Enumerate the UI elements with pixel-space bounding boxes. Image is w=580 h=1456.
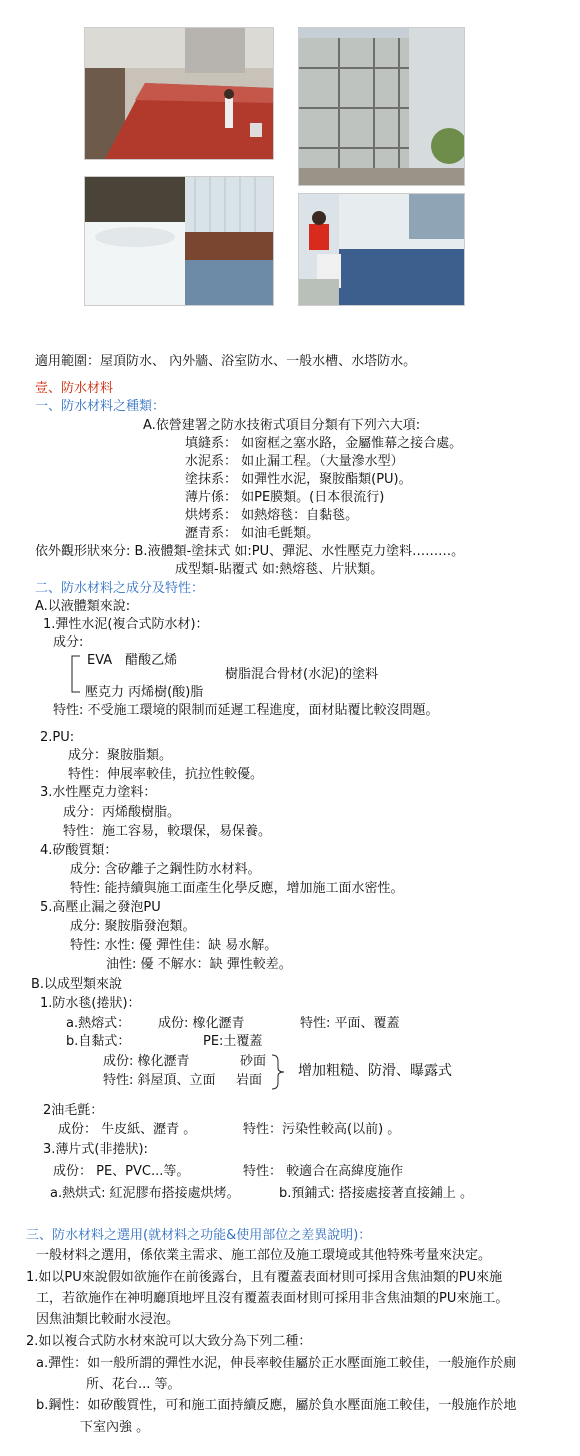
formed-item1b-rock: 岩面 <box>236 1073 263 1088</box>
photo-pool-coating <box>84 176 274 306</box>
liquid-item2-comp: 成分：聚胺脂類。 <box>68 748 173 763</box>
formed-item1b: b.自黏式： <box>66 1034 131 1049</box>
acrylic-label: 壓克力 丙烯樹(酸)脂 <box>85 685 204 700</box>
section3-intro: 一般材料之選用，係依業主需求、施工部位及施工環境或其他特殊考量來決定。 <box>36 1248 492 1263</box>
section1-sub1: 一、防水材料之種類： <box>35 399 166 414</box>
liquid-item3-comp: 成分：丙烯酸樹脂。 <box>63 805 181 820</box>
liquid-item1-feat: 特性: 不受施工環境的限制而延遲工程進度，面材貼覆比較沒問題。 <box>53 703 439 718</box>
liquid-item3-feat: 特性：施工容易，較環保，易保養。 <box>63 824 272 839</box>
scope-text: 適用範圍：屋頂防水、 內外牆、浴室防水、一般水槽、水塔防水。 <box>35 354 417 369</box>
section3-p1-line3: 因焦油類比較耐水浸泡。 <box>36 1312 180 1327</box>
liquid-item5: 5.高壓止漏之發泡PU <box>40 900 161 915</box>
formed-title: B.以成型類來說 <box>31 977 123 992</box>
formed-item3: 3.薄片式(非捲狀): <box>43 1142 148 1157</box>
category-6: 瀝青系： 如油毛氈類。 <box>185 526 320 541</box>
formed-item1b-comp: 成份: 橡化瀝青 <box>103 1054 190 1069</box>
section1-title: 壹、防水材料 <box>35 381 114 396</box>
formed-item3-comp: 成份： PE、PVC...等。 <box>53 1164 190 1179</box>
formed-item3-feat: 特性： 較適合在高緯度施作 <box>243 1164 404 1179</box>
photo-wall-scaffolding <box>298 27 465 186</box>
liquid-item5-comp: 成分: 聚胺脂發泡類。 <box>70 919 196 934</box>
formed-item1a-feat: 特性: 平面、覆蓋 <box>300 1016 400 1031</box>
shape-classification: 依外觀形狀來分: B.液體類-塗抹式 如:PU、彈泥、水性壓克力塗料………。 <box>35 544 465 559</box>
liquid-item2-feat: 特性：伸展率較佳，抗拉性較優。 <box>68 767 264 782</box>
formed-item1b-feat: 特性: 斜屋頂、立面 <box>103 1073 216 1088</box>
formed-item2: 2油毛氈： <box>43 1103 104 1118</box>
formed-item2-feat: 特性：污染性較高(以前) 。 <box>243 1122 401 1137</box>
formed-item3a: a.熱烘式: 紅泥膠布搭接處烘烤。 <box>50 1186 240 1201</box>
category-1: 填縫系： 如窗框之塞水路，金屬惟幕之接合處。 <box>185 436 463 451</box>
liquid-item5-feat1: 特性: 水性: 優 彈性佳：缺 易水解。 <box>70 938 278 953</box>
formed-item1a-comp: 成份: 橡化瀝青 <box>158 1016 245 1031</box>
liquid-item1-comp-label: 成分: <box>53 635 84 650</box>
formed-item2-comp: 成份： 牛皮紙、瀝青 。 <box>58 1122 197 1137</box>
surface-brace <box>270 1054 292 1090</box>
liquid-item4: 4.矽酸質類： <box>40 843 118 858</box>
section2-title: 二、防水材料之成分及特性： <box>35 581 205 596</box>
section3-p2b-line2: 下室內強 。 <box>80 1420 150 1435</box>
formed-item1b-sand: 砂面 <box>240 1054 267 1069</box>
liquid-item4-feat: 特性: 能持續與施工面產生化學反應，增加施工面水密性。 <box>70 881 404 896</box>
section3-p2a-line1: a.彈性：如一般所謂的彈性水泥，伸長率較佳屬於正水壓面施工較佳，一般施作於廁 <box>36 1356 517 1371</box>
liquid-item2: 2.PU: <box>40 730 75 745</box>
shape-classification-2: 成型類-貼覆式 如:熱熔毯、片狀類。 <box>175 562 384 577</box>
section3-p1-line2: 工，若欲施作在神明廳頂地坪且沒有覆蓋表面材則可採用非含焦油類的PU來施工。 <box>36 1291 509 1306</box>
photo-roof-waterproofing <box>84 27 274 160</box>
section3-title: 三、防水材料之選用(就材料之功能&使用部位之差異說明)： <box>26 1228 372 1243</box>
category-4: 薄片係： 如PE膜類。(日本很流行) <box>185 490 385 505</box>
formed-item1a: a.熱熔式： <box>66 1016 131 1031</box>
category-3: 塗抹系： 如彈性水泥，聚胺酯類(PU)。 <box>185 472 412 487</box>
liquid-item4-comp: 成分: 含矽離子之鋼性防水材料。 <box>70 862 261 877</box>
liquid-title: A.以液體類來說: <box>35 599 131 614</box>
eva-label: EVA 醋酸乙烯 <box>87 653 178 668</box>
composition-bracket <box>65 654 85 694</box>
liquid-item5-feat2: 油性: 優 不解水：缺 彈性較差。 <box>106 957 292 972</box>
section3-p2b-line1: b.鋼性：如矽酸質性，可和施工面持續反應，屬於負水壓面施工較佳，一般施作於地 <box>36 1398 517 1413</box>
section3-p2: 2.如以複合式防水材來說可以大致分為下列二種： <box>26 1334 312 1349</box>
resin-mix-label: 樹脂混合骨材(水泥)的塗料 <box>225 667 379 682</box>
category-5: 烘烤系： 如熱熔毯：自黏毯。 <box>185 508 359 523</box>
surface-brace-label: 增加粗糙、防滑、曝露式 <box>298 1063 452 1079</box>
liquid-item3: 3.水性壓克力塗料： <box>40 785 157 800</box>
section3-p1-line1: 1.如以PU來說假如欲施作在前後露台，且有覆蓋表面材則可採用含焦油類的PU來施 <box>26 1270 503 1285</box>
category-intro: A.依營建署之防水技術式項目分類有下列六大項: <box>143 418 421 433</box>
formed-item1: 1.防水毯(捲狀)： <box>40 996 141 1011</box>
section3-p2a-line2: 所、花台... 等。 <box>86 1377 181 1392</box>
formed-item3b: b.預鋪式: 搭接處接著直接鋪上 。 <box>279 1186 474 1201</box>
liquid-item1: 1.彈性水泥(複合式防水材)： <box>43 617 209 632</box>
photo-wall-worker <box>298 193 465 306</box>
category-2: 水泥系： 如止漏工程。（大量滲水型） <box>185 454 404 469</box>
formed-item1b-pe: PE:土覆蓋 <box>203 1034 263 1049</box>
